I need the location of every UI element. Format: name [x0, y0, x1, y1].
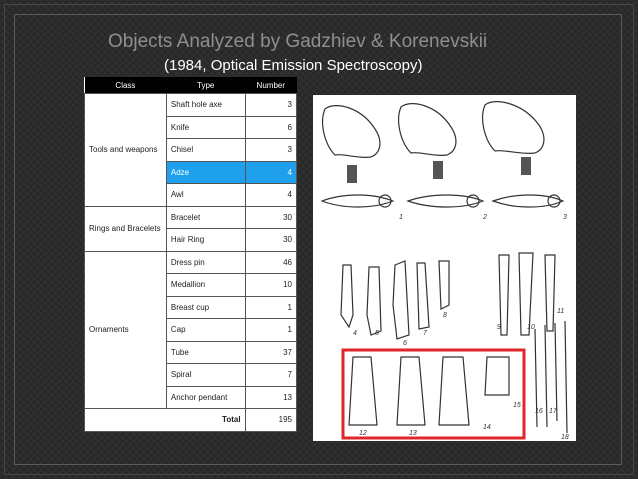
axe-drawing — [493, 195, 563, 207]
number-cell: 1 — [245, 296, 296, 319]
figure-number: 6 — [403, 340, 407, 347]
number-cell: 30 — [245, 206, 296, 229]
table-row — [85, 206, 297, 229]
number-cell: 1 — [245, 319, 296, 342]
knife-drawing — [341, 265, 353, 327]
type-cell: Awl — [166, 184, 245, 207]
figure-number: 18 — [561, 434, 569, 441]
handle-mark — [433, 161, 443, 179]
awl-drawing — [555, 323, 557, 421]
table-row — [85, 251, 297, 274]
number-cell: 6 — [245, 116, 296, 139]
type-cell: Adze — [166, 161, 245, 184]
total-label: Total — [85, 409, 246, 432]
number-cell: 4 — [245, 161, 296, 184]
figure-number: 13 — [409, 430, 417, 437]
type-cell: Tube — [166, 341, 245, 364]
slide-title: Objects Analyzed by Gadzhiev & Korenevskii — [108, 31, 488, 52]
knife-drawing — [417, 263, 429, 329]
header-number: Number — [245, 77, 296, 94]
knife-drawing — [393, 261, 409, 339]
type-cell: Knife — [166, 116, 245, 139]
figure-number: 10 — [527, 324, 535, 331]
number-cell: 3 — [245, 94, 296, 117]
figure-number: 17 — [549, 408, 557, 415]
number-cell: 30 — [245, 229, 296, 252]
type-cell: Bracelet — [166, 206, 245, 229]
table-row — [85, 94, 297, 117]
objects-table — [84, 77, 297, 432]
figure-number: 14 — [483, 424, 491, 431]
type-cell: Spiral — [166, 364, 245, 387]
number-cell: 37 — [245, 341, 296, 364]
type-cell: Shaft hole axe — [166, 94, 245, 117]
figure-number: 1 — [399, 214, 403, 221]
type-cell: Chisel — [166, 139, 245, 162]
type-cell: Dress pin — [166, 251, 245, 274]
figure-number: 11 — [557, 308, 565, 315]
chisel-drawing — [519, 253, 533, 335]
figure-number: 16 — [535, 408, 543, 415]
type-cell: Anchor pendant — [166, 386, 245, 409]
class-cell: Ornaments — [85, 251, 167, 409]
figure-number: 5 — [375, 330, 379, 337]
awl-drawing — [545, 325, 547, 427]
awl-drawing — [565, 321, 567, 433]
figure-number: 7 — [423, 330, 427, 337]
adze-drawing — [397, 357, 425, 425]
total-number: 195 — [245, 409, 296, 432]
number-cell: 4 — [245, 184, 296, 207]
figure-number: 4 — [353, 330, 357, 337]
figure-number: 8 — [443, 312, 447, 319]
figure-number: 3 — [563, 214, 567, 221]
number-cell: 10 — [245, 274, 296, 297]
class-cell: Rings and Bracelets — [85, 206, 167, 251]
total-row — [85, 409, 297, 432]
axe-drawing — [399, 104, 456, 156]
table-header-row — [85, 77, 297, 94]
number-cell: 46 — [245, 251, 296, 274]
type-cell: Breast cup — [166, 296, 245, 319]
figure-number: 12 — [359, 430, 367, 437]
header-type: Type — [166, 77, 245, 94]
knife-drawing — [367, 267, 381, 335]
knife-drawing — [439, 261, 449, 309]
axe-drawing — [322, 195, 393, 207]
number-cell: 7 — [245, 364, 296, 387]
slide-subtitle: (1984, Optical Emission Spectroscopy) — [164, 57, 423, 74]
header-class: Class — [85, 77, 167, 94]
type-cell: Cap — [166, 319, 245, 342]
axe-drawing — [483, 102, 544, 154]
adze-drawing — [485, 357, 509, 395]
axe-drawing — [323, 106, 380, 158]
figure-number: 9 — [497, 324, 501, 331]
class-cell: Tools and weapons — [85, 94, 167, 207]
chisel-drawing — [499, 255, 509, 335]
type-cell: Hair Ring — [166, 229, 245, 252]
type-cell: Medallion — [166, 274, 245, 297]
artifact-drawing-svg — [313, 95, 576, 441]
number-cell: 3 — [245, 139, 296, 162]
chisel-drawing — [545, 255, 555, 331]
number-cell: 13 — [245, 386, 296, 409]
shaft-hole — [379, 195, 391, 207]
handle-mark — [521, 157, 531, 175]
adze-drawing — [439, 357, 469, 425]
handle-mark — [347, 165, 357, 183]
axe-drawing — [408, 195, 483, 207]
artifact-drawing — [313, 95, 576, 441]
shaft-hole — [467, 195, 479, 207]
figure-number: 15 — [513, 402, 521, 409]
figure-number: 2 — [483, 214, 487, 221]
shaft-hole — [548, 195, 560, 207]
adze-drawing — [349, 357, 377, 425]
